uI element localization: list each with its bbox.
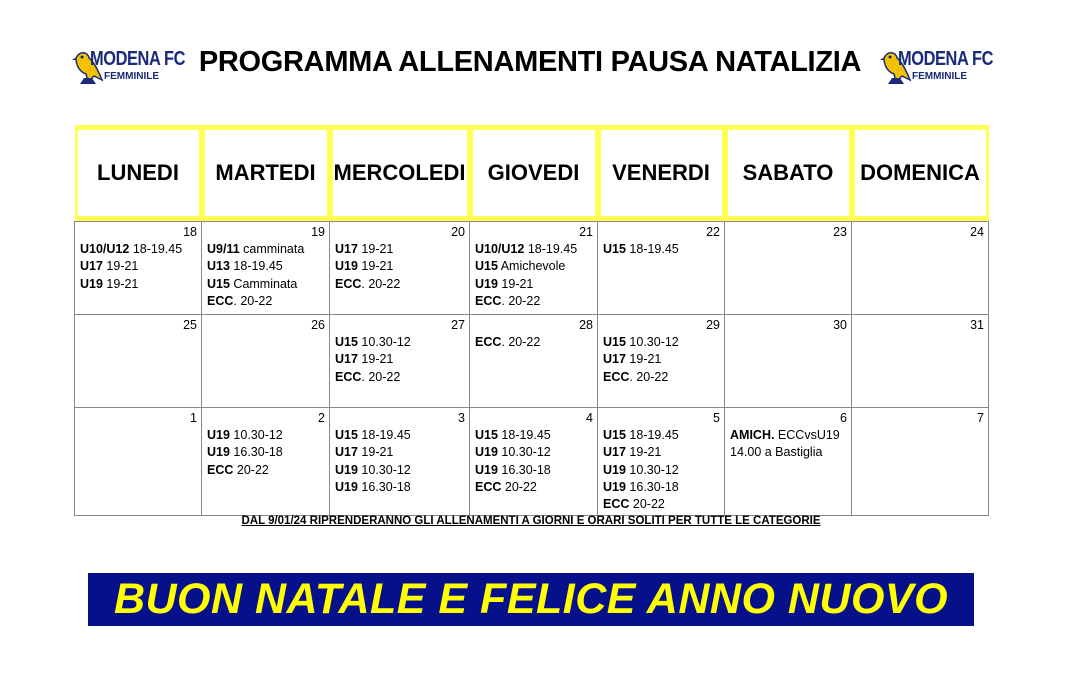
session-entry: [603, 444, 720, 461]
team-label: U17: [335, 445, 358, 460]
session-entry: [335, 241, 465, 258]
day-number: 21: [579, 225, 593, 239]
team-label: ECC: [207, 293, 234, 308]
session-time: . 20-22: [361, 276, 401, 291]
team-label: U17: [603, 445, 626, 460]
team-label: U19: [335, 259, 358, 274]
page-title: PROGRAMMA ALLENAMENTI PAUSA NATALIZIA: [198, 46, 862, 78]
session-entry: [603, 334, 720, 351]
team-label: U19: [475, 276, 498, 291]
day-number: 2: [318, 411, 325, 425]
weekday-header: [725, 125, 852, 222]
team-label: U15: [475, 259, 498, 274]
team-label: U10/U12: [475, 242, 525, 257]
day-number: 23: [833, 225, 847, 239]
session-entry: [335, 479, 465, 496]
team-label: U10/U12: [80, 242, 130, 257]
team-label: ECC: [475, 293, 502, 308]
session-entry: [207, 462, 325, 479]
session-time: 16.30-18: [229, 445, 283, 460]
day-cell: [330, 408, 470, 516]
weekday-header: [598, 125, 725, 222]
modena-fc-logo-right: [880, 46, 992, 86]
team-label: ECC: [475, 479, 502, 494]
session-time: 16.30-18: [625, 479, 679, 494]
day-cell: [725, 408, 852, 516]
session-entry: [207, 293, 325, 310]
session-time: 18-19.45: [129, 242, 183, 257]
session-time: 19-21: [357, 259, 394, 274]
team-label: U17: [335, 352, 358, 367]
team-label: U17: [603, 352, 626, 367]
session-entry: [603, 479, 720, 496]
weekday-header: [330, 125, 470, 222]
session-time: 10.30-12: [229, 428, 283, 443]
session-entry: [207, 241, 325, 258]
day-cell: [598, 315, 725, 408]
session-entry: [335, 369, 465, 386]
team-label: U19: [335, 479, 358, 494]
weekday-label: VENERDI: [601, 130, 722, 216]
session-entry: [80, 241, 197, 258]
session-entry: [475, 479, 593, 496]
session-time: Camminata: [229, 276, 298, 291]
session-time: 14.00 a Bastiglia: [730, 445, 823, 460]
session-time: . 20-22: [629, 369, 669, 384]
greeting-text: BUON NATALE E FELICE ANNO NUOVO: [113, 575, 949, 623]
session-time: 16.30-18: [497, 462, 551, 477]
session-time: Amichevole: [497, 259, 566, 274]
session-entry: [475, 276, 593, 293]
weekday-header: [470, 125, 598, 222]
session-entry: [335, 462, 465, 479]
session-entry: [475, 462, 593, 479]
team-label: U19: [335, 462, 358, 477]
team-label: U15: [475, 428, 498, 443]
day-cell: [598, 222, 725, 315]
greeting-banner: [88, 573, 974, 626]
day-cell: [75, 222, 202, 315]
session-entry: [207, 258, 325, 275]
session-time: . 20-22: [233, 293, 273, 308]
team-label: U15: [603, 242, 626, 257]
session-entry: [603, 496, 720, 513]
day-cell: [202, 315, 330, 408]
session-time: . 20-22: [501, 335, 541, 350]
team-label: U19: [207, 428, 230, 443]
day-cell: [330, 315, 470, 408]
session-entry: [475, 334, 593, 351]
day-number: 28: [579, 318, 593, 332]
session-time: 19-21: [625, 445, 662, 460]
team-label: U19: [603, 479, 626, 494]
calendar-table: [74, 125, 989, 516]
day-cell: [470, 408, 598, 516]
weekday-header: [75, 125, 202, 222]
session-time: 18-19.45: [229, 259, 283, 274]
day-number: 5: [713, 411, 720, 425]
session-entry: [603, 351, 720, 368]
team-label: U15: [603, 428, 626, 443]
session-entry: [603, 369, 720, 386]
session-time: 19-21: [102, 259, 139, 274]
day-cell: [852, 222, 989, 315]
team-label: U17: [80, 259, 103, 274]
day-number: 6: [840, 411, 847, 425]
weekday-label: SABATO: [728, 130, 849, 216]
team-label: U19: [80, 276, 103, 291]
session-time: 20-22: [629, 497, 665, 512]
team-label: U9/11: [207, 242, 240, 257]
session-entry: [80, 276, 197, 293]
session-entry: [603, 241, 720, 258]
weekday-label: MERCOLEDI: [333, 130, 467, 216]
day-number: 31: [970, 318, 984, 332]
session-time: 20-22: [501, 479, 537, 494]
session-entry: [335, 444, 465, 461]
day-cell: [470, 315, 598, 408]
day-number: 3: [458, 411, 465, 425]
team-label: U15: [207, 276, 230, 291]
session-time: 10.30-12: [625, 335, 679, 350]
session-entry: [475, 427, 593, 444]
day-cell: [852, 408, 989, 516]
session-time: 10.30-12: [625, 462, 679, 477]
session-time: 10.30-12: [497, 445, 551, 460]
team-label: U15: [603, 335, 626, 350]
day-number: 30: [833, 318, 847, 332]
day-cell: [75, 315, 202, 408]
session-entry: [207, 444, 325, 461]
day-cell: [598, 408, 725, 516]
team-label: ECC: [603, 497, 630, 512]
day-cell: [725, 222, 852, 315]
team-label: U13: [207, 259, 230, 274]
team-label: U15: [335, 428, 358, 443]
session-entry: [80, 258, 197, 275]
week-row: [75, 315, 989, 408]
day-number: 29: [706, 318, 720, 332]
team-label: U19: [475, 462, 498, 477]
session-time: 19-21: [102, 276, 139, 291]
team-label: U15: [335, 335, 358, 350]
session-time: 19-21: [497, 276, 534, 291]
session-time: 18-19.45: [357, 428, 411, 443]
logo-brand: MODENA FC: [898, 48, 994, 70]
day-cell: [470, 222, 598, 315]
day-cell: [202, 222, 330, 315]
team-label: U19: [475, 445, 498, 460]
session-time: 19-21: [357, 242, 394, 257]
calendar-body: [75, 222, 989, 516]
session-entry: [475, 293, 593, 310]
session-time: 16.30-18: [357, 479, 411, 494]
weekday-header-row: [75, 125, 989, 222]
day-number: 1: [190, 411, 197, 425]
day-number: 24: [970, 225, 984, 239]
weekday-header: [852, 125, 989, 222]
session-entry: [335, 258, 465, 275]
session-entry: [335, 427, 465, 444]
session-time: 18-19.45: [524, 242, 578, 257]
logo-sub: FEMMINILE: [912, 71, 967, 82]
team-label: ECC: [475, 335, 502, 350]
day-number: 25: [183, 318, 197, 332]
session-time: 10.30-12: [357, 462, 411, 477]
team-label: ECC: [207, 462, 234, 477]
weekday-label: GIOVEDI: [473, 130, 595, 216]
session-time: . 20-22: [361, 369, 401, 384]
session-time: 19-21: [357, 445, 394, 460]
session-entry: [335, 334, 465, 351]
session-time: 18-19.45: [625, 428, 679, 443]
session-entry: [730, 427, 847, 444]
session-time: 20-22: [233, 462, 269, 477]
weekday-header: [202, 125, 330, 222]
day-cell: [330, 222, 470, 315]
session-entry: [475, 258, 593, 275]
team-label: U19: [207, 445, 230, 460]
session-entry: [603, 462, 720, 479]
day-number: 20: [451, 225, 465, 239]
logo-brand: MODENA FC: [90, 48, 186, 70]
day-number: 4: [586, 411, 593, 425]
team-label: ECC: [335, 276, 362, 291]
session-entry: [335, 276, 465, 293]
weekday-label: DOMENICA: [855, 130, 986, 216]
resume-notice: DAL 9/01/24 RIPRENDERANNO GLI ALLENAMENTI A GIORNI E ORARI SOLITI PER TUTTE LE CATEGORIE: [241, 515, 821, 527]
week-row: [75, 222, 989, 315]
session-entry: [207, 276, 325, 293]
session-time: 19-21: [625, 352, 662, 367]
day-number: 22: [706, 225, 720, 239]
weekday-label: LUNEDI: [78, 130, 199, 216]
day-number: 19: [311, 225, 325, 239]
session-time: 18-19.45: [625, 242, 679, 257]
training-calendar: [74, 125, 988, 516]
weekday-label: MARTEDI: [205, 130, 327, 216]
team-label: AMICH.: [730, 428, 775, 443]
session-entry: [603, 427, 720, 444]
week-row: [75, 408, 989, 516]
team-label: U17: [335, 242, 358, 257]
session-time: 19-21: [357, 352, 394, 367]
session-entry: [730, 444, 847, 461]
team-label: ECC: [603, 369, 630, 384]
day-cell: [852, 315, 989, 408]
session-time: camminata: [239, 242, 305, 257]
day-cell: [725, 315, 852, 408]
day-number: 26: [311, 318, 325, 332]
session-entry: [475, 444, 593, 461]
session-entry: [475, 241, 593, 258]
session-time: . 20-22: [501, 293, 541, 308]
session-time: 18-19.45: [497, 428, 551, 443]
day-number: 18: [183, 225, 197, 239]
logo-sub: FEMMINILE: [104, 71, 159, 82]
day-cell: [75, 408, 202, 516]
team-label: U19: [603, 462, 626, 477]
day-number: 27: [451, 318, 465, 332]
session-time: 10.30-12: [357, 335, 411, 350]
modena-fc-logo-left: [72, 46, 184, 86]
session-entry: [207, 427, 325, 444]
session-entry: [335, 351, 465, 368]
team-label: ECC: [335, 369, 362, 384]
session-time: ECCvsU19: [774, 428, 840, 443]
day-cell: [202, 408, 330, 516]
day-number: 7: [977, 411, 984, 425]
